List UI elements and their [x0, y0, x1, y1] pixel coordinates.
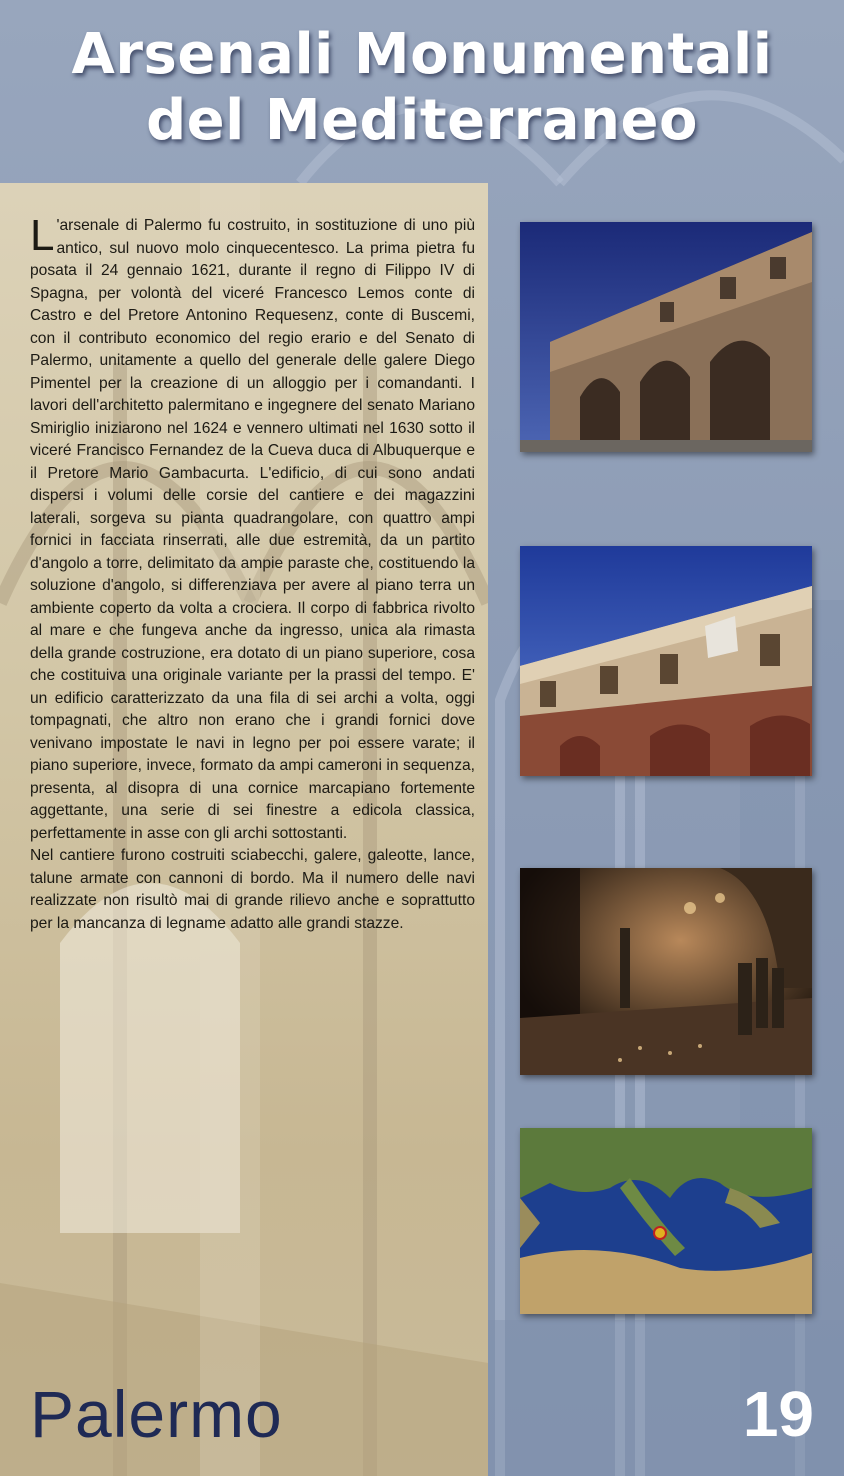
title-line-2: del Mediterraneo	[146, 88, 698, 153]
paragraph-1-text: 'arsenale di Palermo fu costruito, in sostituzione di uno più antico, sul nuovo molo cinquecentesco. La prima pietra fu posata il 24 gennaio 1621, durante il regno di Filippo IV di Spagna, per volontà del viceré Francesco Lemos conte di Castro e del Pretore Antonino Requesenz, conte di Buscemi, con il contributo economico del regio erario e del Senato di Palermo, unitamente a quello del generale delle galere Diego Pimentel per la creazione di un alloggio per i comandanti. I lavori dell'architetto palermitano e ingegnere del senato Mariano Smiriglio iniziarono nel 1624 e vennero ultimati nel 1630 sotto il viceré Francisco Fernandez de la Cueva duca di Albuquerque e il Pretore Mario Gambacurta. L'edificio, di cui sono andati dispersi i volumi delle corsie del cantiere e dei magazzini laterali, sorgeva su pianta quadrangolare, con quattro ampi fornici in facciata rinserrati, alle due estremità, da un partito d'angolo a torre, delimitato da ampie paraste che, costituendo la soluzione d'angolo, si differenziava per avere al piano terra un ambiente coperto da volta a crociera. Il corpo di fabbrica rivolto al mare e che fungeva anche da ingresso, unica ala rimasta della grande costruzione, era dotato di un piano superiore, cosa che costituiva una originale variante per la prassi del tempo. E' un edificio caratterizzato da una fila di sei archi a volta, oggi tompagnati, che altro non erano che i grandi fornici dove venivano impostate le navi in legno per poi essere varate; il piano superiore, invece, formato da ampi cameroni in sequenza, presenta, al disopra di una cornice marcapiano fortemente aggettante, una serie di sei finestre a edicola classica, perfettamente in asse con gli archi sottostanti.	[30, 217, 475, 842]
map-mediterranean	[520, 1128, 812, 1314]
drop-cap: L	[30, 211, 55, 260]
page-number: 19	[742, 1378, 814, 1450]
photo-arsenal-interior	[520, 868, 812, 1075]
palermo-marker-icon	[654, 1227, 666, 1239]
paragraph-1	[30, 211, 475, 845]
photo-arsenal-facade	[520, 222, 812, 452]
paragraph-2: Nel cantiere furono costruiti sciabecchi, galere, galeotte, lance, talune armate con cannoni di bordo. Ma il numero delle navi realizzate non risultò mai di grande rilievo anche e soprattutto per la mancanza di legname adatto alle grandi stazze.	[30, 847, 475, 932]
photo-arsenal-upper-floor	[520, 546, 812, 776]
poster-title	[0, 22, 844, 154]
body-text	[30, 211, 475, 935]
city-name: Palermo	[30, 1377, 283, 1451]
title-line-1: Arsenali Monumentali	[71, 22, 773, 87]
